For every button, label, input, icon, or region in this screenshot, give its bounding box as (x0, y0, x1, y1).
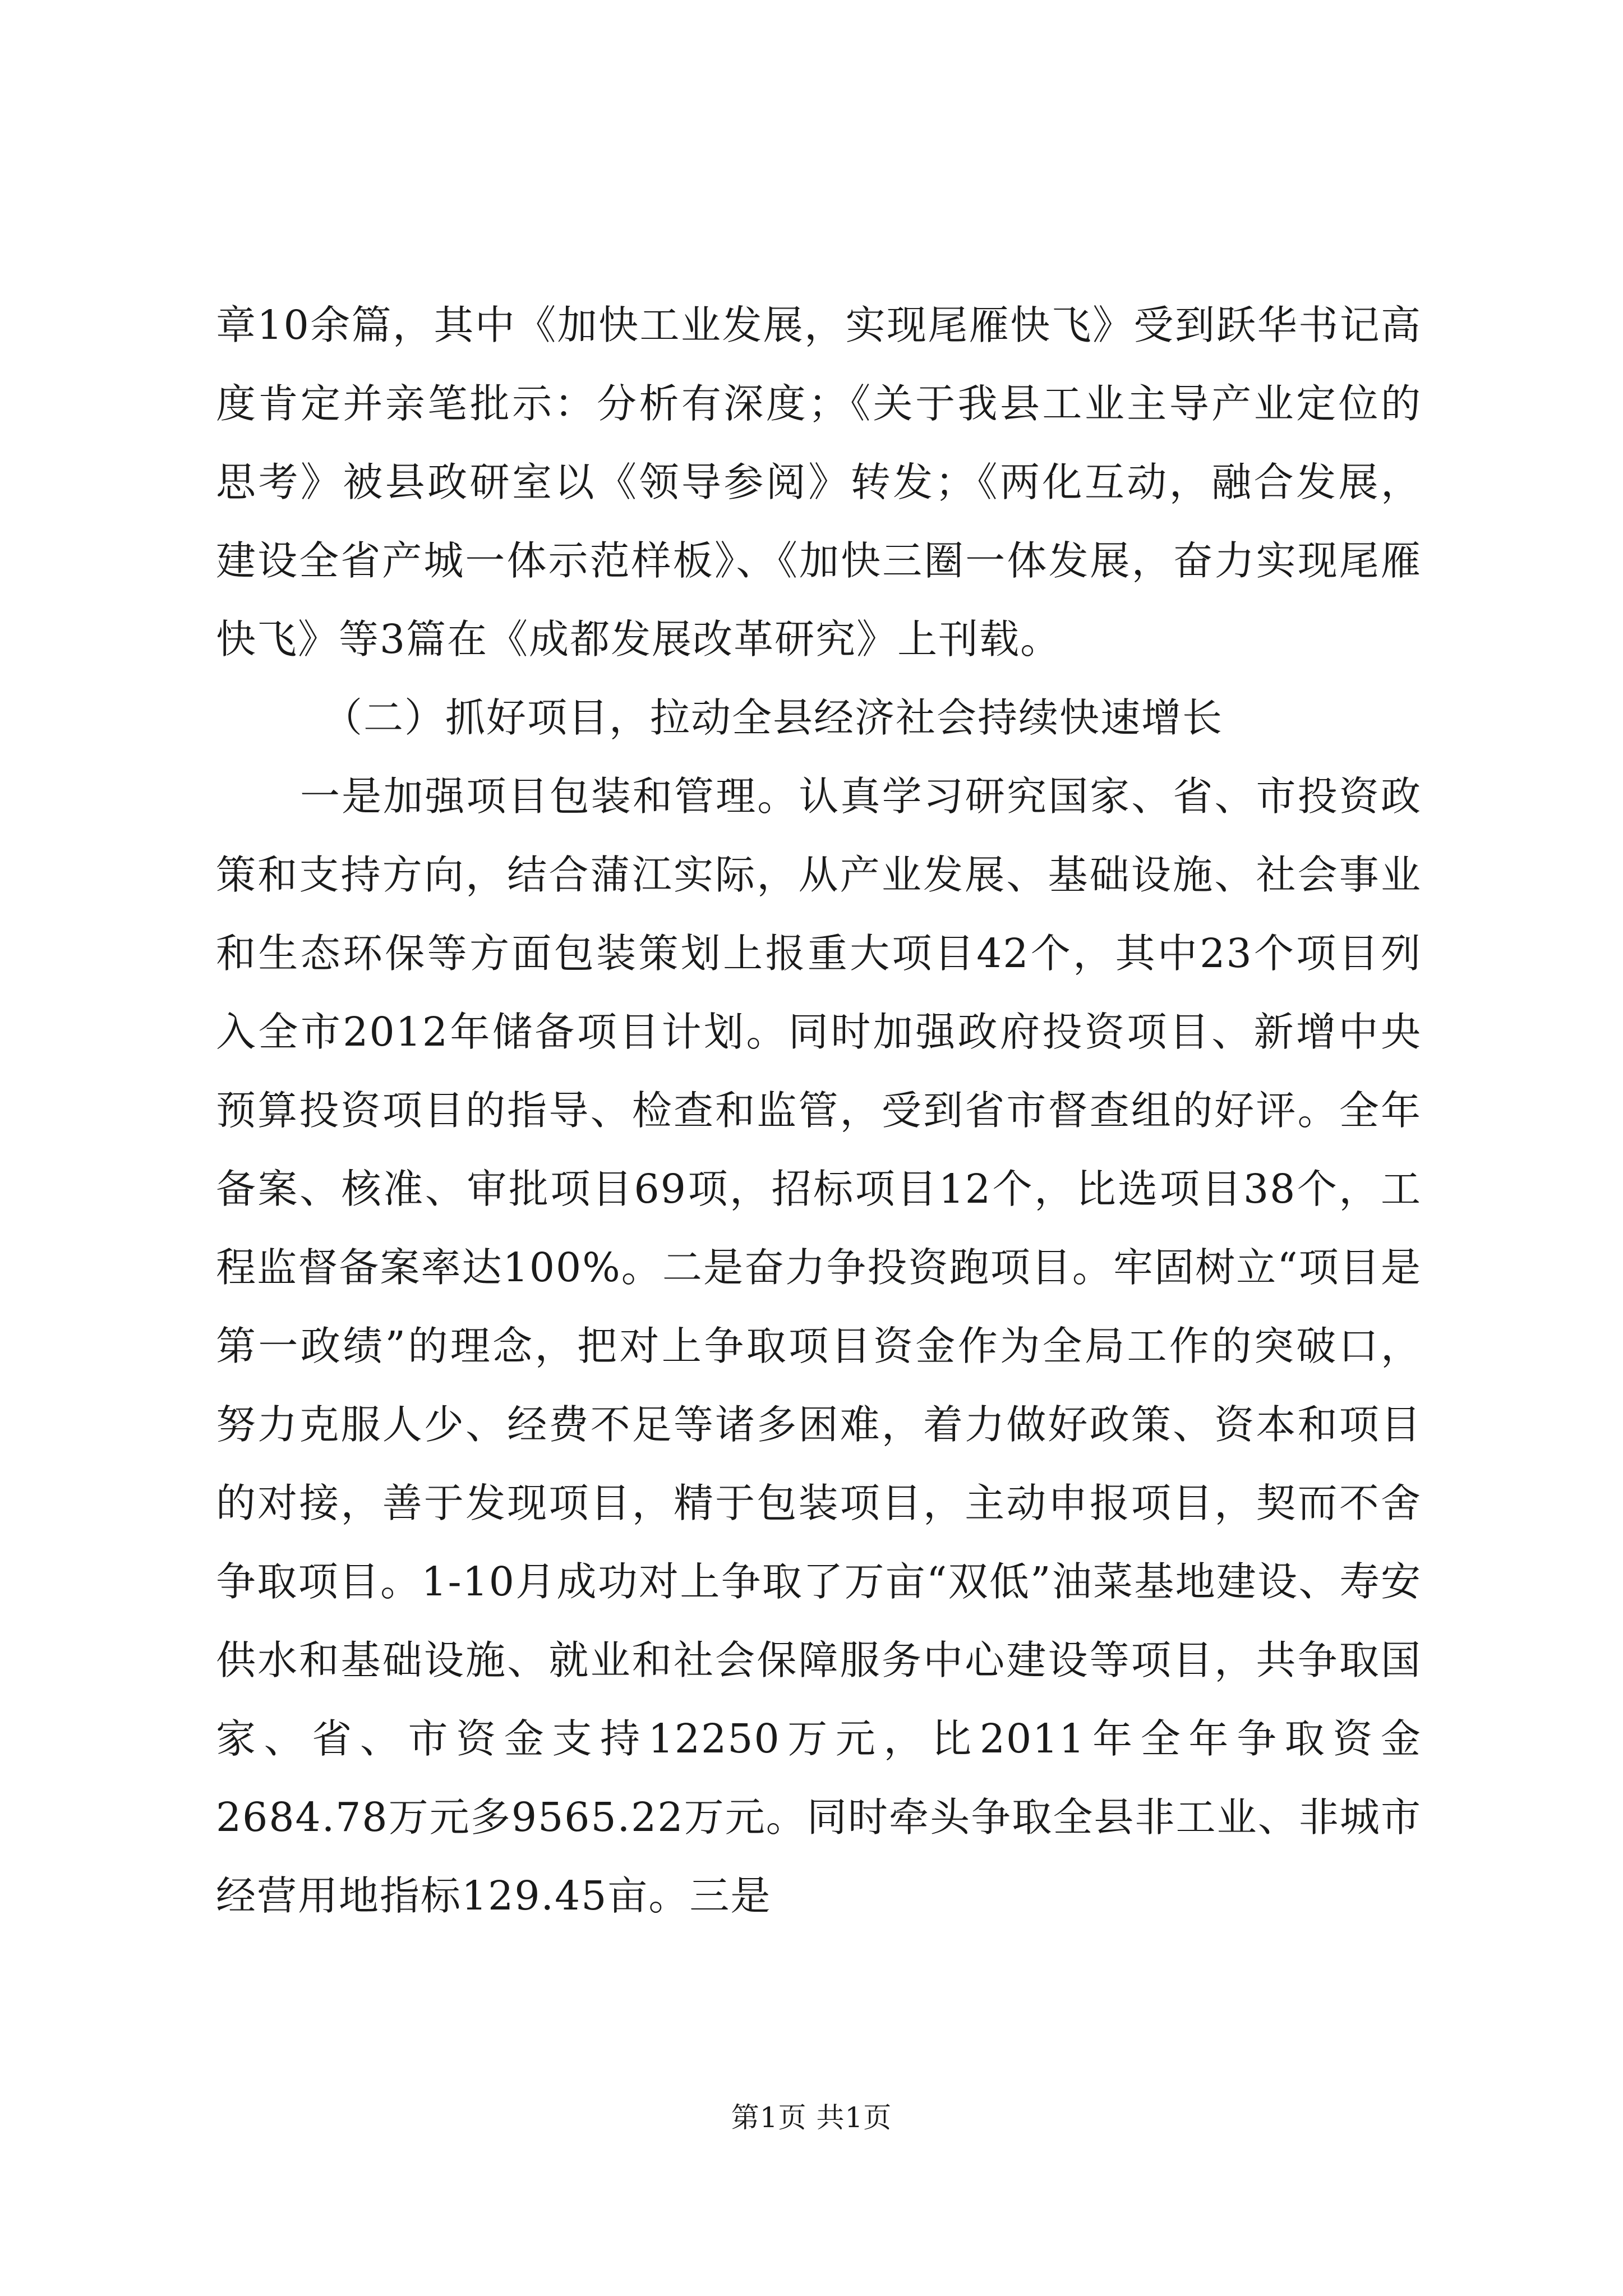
document-body (216, 286, 1422, 1935)
page-footer: 第1页 共1页 (731, 2101, 892, 2134)
paragraph-continuation: 章10余篇，其中《加快工业发展，实现尾雁快飞》受到跃华书记高度肯定并亲笔批示：分析有深度；《关于我县工业主导产业定位的思考》被县政研室以《领导参阅》转发；《两化互动，融合发展，建设全省产城一体示范样板》、《加快三圈一体发展，奋力实现尾雁快飞》等3篇在《成都发展改革研究》上刊载。 (216, 302, 1422, 662)
section-heading: （二）抓好项目，拉动全县经济社会持续快速增长 (322, 694, 1224, 741)
paragraph-projects: 一是加强项目包装和管理。认真学习研究国家、省、市投资政策和支持方向，结合蒲江实际，从产业发展、基础设施、社会事业和生态环保等方面包装策划上报重大项目42个，其中23个项目列入全市2012年储备项目计划。同时加强政府投资项目、新增中央预算投资项目的指导、检查和监管，受到省市督查组的好评。全年备案、核准、审批项目69项，招标项目12个，比选项目38个，工程监督备案率达100%。二是奋力争投资跑项目。牢固树立“项目是第一政绩”的理念，把对上争取项目资金作为全局工作的突破口，努力克服人少、经费不足等诸多困难，着力做好政策、资本和项目的对接，善于发现项目，精于包装项目，主动申报项目，契而不舍争取项目。1-10月成功对上争取了万亩“双低”油菜基地建设、寿安供水和基础设施、就业和社会保障服务中心建设等项目，共争取国家、省、市资金支持12250万元，比2011年全年争取资金2684.78万元多9565.22万元。同时牵头争取全县非工业、非城市经营用地指标129.45亩。三是 (216, 773, 1422, 1919)
